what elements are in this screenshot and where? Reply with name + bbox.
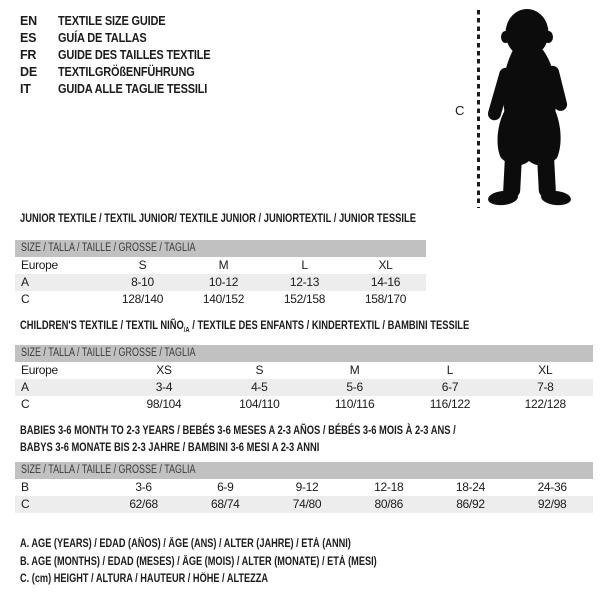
size-cell: 68/74 bbox=[211, 497, 240, 511]
children-table-title bbox=[20, 318, 596, 337]
language-label: GUIDA ALLE TAGLIE TESSILI bbox=[58, 82, 208, 96]
children-title-prefix: CHILDREN'S TEXTILE / TEXTIL NIÑO bbox=[20, 318, 184, 332]
row-label: A bbox=[21, 380, 29, 394]
children-table-title-text bbox=[20, 318, 469, 337]
row-label: Europe bbox=[21, 363, 58, 377]
footnotes bbox=[20, 536, 466, 589]
baby-silhouette-icon bbox=[483, 6, 578, 208]
babies-title-line2: BABYS 3-6 MONATE BIS 2-3 JAHRE / BAMBINI 3-6 MESI A 2-3 ANNI bbox=[20, 440, 320, 454]
size-cell: 92/98 bbox=[537, 497, 567, 511]
footnote-b-text: B. AGE (MONTHS) / EDAD (MESES) / ÂGE (MOIS) / ALTER (MONATE) / ETÀ (MESI) bbox=[20, 555, 377, 568]
size-cell: 18-24 bbox=[455, 480, 486, 494]
footnote-a bbox=[20, 536, 466, 554]
language-row bbox=[20, 64, 231, 81]
size-cell: 98/104 bbox=[146, 397, 182, 411]
size-col-header: M bbox=[218, 258, 229, 272]
size-col-header: M bbox=[349, 363, 360, 377]
footnote-a-text: A. AGE (YEARS) / EDAD (AÑOS) / ÂGE (ANS) / ALTER (JAHRE) / ETÀ (ANNI) bbox=[20, 538, 351, 550]
junior-table-title-text: JUNIOR TEXTILE / TEXTIL JUNIOR/ TEXTILE JUNIOR / JUNIORTEXTIL / JUNIOR TESSILE bbox=[20, 211, 416, 225]
size-cell: 7-8 bbox=[537, 380, 554, 394]
height-marker-label: C bbox=[455, 103, 465, 118]
size-cell: 104/110 bbox=[239, 397, 280, 411]
size-header-band bbox=[15, 240, 426, 257]
size-cell: 14-16 bbox=[370, 275, 401, 289]
size-cell: 9-12 bbox=[295, 480, 319, 494]
size-col-header: XL bbox=[538, 363, 553, 377]
size-cell: 128/140 bbox=[121, 292, 164, 306]
size-cell: 62/68 bbox=[129, 497, 158, 511]
table-row bbox=[15, 274, 426, 291]
size-cell: 122/128 bbox=[524, 397, 566, 411]
language-label: GUÍA DE TALLAS bbox=[58, 31, 147, 45]
size-cell: 80/86 bbox=[374, 497, 403, 511]
babies-table-title bbox=[20, 422, 579, 456]
table-row bbox=[15, 496, 593, 513]
size-cell: 5-6 bbox=[346, 380, 363, 394]
children-title-subscript: /A bbox=[183, 325, 190, 334]
height-dashed-line bbox=[477, 10, 480, 208]
language-label: GUIDE DES TAILLES TEXTILE bbox=[58, 48, 211, 62]
row-label: C bbox=[21, 397, 30, 411]
size-col-header: XS bbox=[156, 363, 172, 377]
size-cell: 3-4 bbox=[155, 380, 173, 394]
size-cell: 12-13 bbox=[289, 275, 320, 289]
children-title-suffix: / TEXTILE DES ENFANTS / KINDERTEXTIL / BAMBINI TESSILE bbox=[189, 318, 470, 332]
size-header-band bbox=[15, 345, 593, 362]
language-row bbox=[20, 13, 231, 30]
language-row bbox=[20, 81, 231, 98]
junior-table-title bbox=[20, 211, 528, 225]
language-row bbox=[20, 30, 231, 47]
size-cell: 110/116 bbox=[334, 397, 375, 411]
footnote-b bbox=[20, 554, 466, 572]
language-code: DE bbox=[20, 65, 37, 79]
table-row bbox=[15, 396, 593, 413]
size-col-header: S bbox=[138, 258, 147, 272]
babies-title-line1: BABIES 3-6 MONTH TO 2-3 YEARS / BEBÉS 3-6 MESES A 2-3 AÑOS / BÉBÉS 3-6 MOIS À 2-3 ANS / bbox=[20, 423, 456, 437]
footnote-c-text: C. (cm) HEIGHT / ALTURA / HAUTEUR / HÖHE / ALTEZZA bbox=[20, 573, 269, 585]
size-col-header: L bbox=[301, 258, 308, 272]
language-code: EN bbox=[20, 14, 37, 28]
language-row bbox=[20, 47, 231, 64]
size-header-band-text: SIZE / TALLA / TAILLE / GRÖSSE / TAGLIA bbox=[21, 464, 196, 476]
size-cell: 24-36 bbox=[537, 480, 567, 494]
size-cell: 116/122 bbox=[429, 397, 471, 411]
size-cell: 6-7 bbox=[441, 380, 459, 394]
size-col-header: L bbox=[446, 363, 454, 377]
row-label: A bbox=[21, 275, 29, 289]
size-cell: 3-6 bbox=[135, 480, 152, 494]
size-cell: 86/92 bbox=[456, 497, 485, 511]
size-cell: 8-10 bbox=[131, 275, 154, 289]
children-size-table bbox=[15, 345, 593, 413]
language-label: TEXTILE SIZE GUIDE bbox=[58, 14, 166, 28]
size-cell: 74/80 bbox=[292, 497, 322, 511]
language-code: IT bbox=[20, 82, 31, 96]
size-cell: 6-9 bbox=[217, 480, 234, 494]
size-cell: 158/170 bbox=[364, 292, 407, 306]
row-label: Europe bbox=[21, 258, 58, 272]
table-row bbox=[15, 479, 593, 496]
size-cell: 10-12 bbox=[208, 275, 239, 289]
size-header-band-text: SIZE / TALLA / TAILLE / GRÖSSE / TAGLIA bbox=[21, 347, 196, 359]
size-header-band bbox=[15, 462, 593, 479]
language-code: FR bbox=[20, 48, 37, 62]
size-cell: 12-18 bbox=[374, 480, 404, 494]
babies-size-table bbox=[15, 462, 593, 513]
row-label: B bbox=[21, 480, 29, 494]
table-row bbox=[15, 257, 426, 274]
table-row bbox=[15, 291, 426, 308]
language-code: ES bbox=[20, 31, 37, 45]
row-label: C bbox=[21, 292, 30, 306]
table-row bbox=[15, 379, 593, 396]
size-cell: 152/158 bbox=[283, 292, 326, 306]
size-col-header: S bbox=[255, 363, 264, 377]
size-cell: 140/152 bbox=[202, 292, 245, 306]
language-label: TEXTILGRÖßENFÜHRUNG bbox=[58, 65, 195, 79]
table-row bbox=[15, 362, 593, 379]
size-header-band-text: SIZE / TALLA / TAILLE / GRÖSSE / TAGLIA bbox=[21, 242, 196, 254]
row-label: C bbox=[21, 497, 30, 511]
junior-size-table bbox=[15, 240, 426, 308]
size-col-header: XL bbox=[378, 258, 393, 272]
language-list bbox=[20, 13, 231, 98]
footnote-c bbox=[20, 571, 466, 589]
size-cell: 4-5 bbox=[251, 380, 268, 394]
